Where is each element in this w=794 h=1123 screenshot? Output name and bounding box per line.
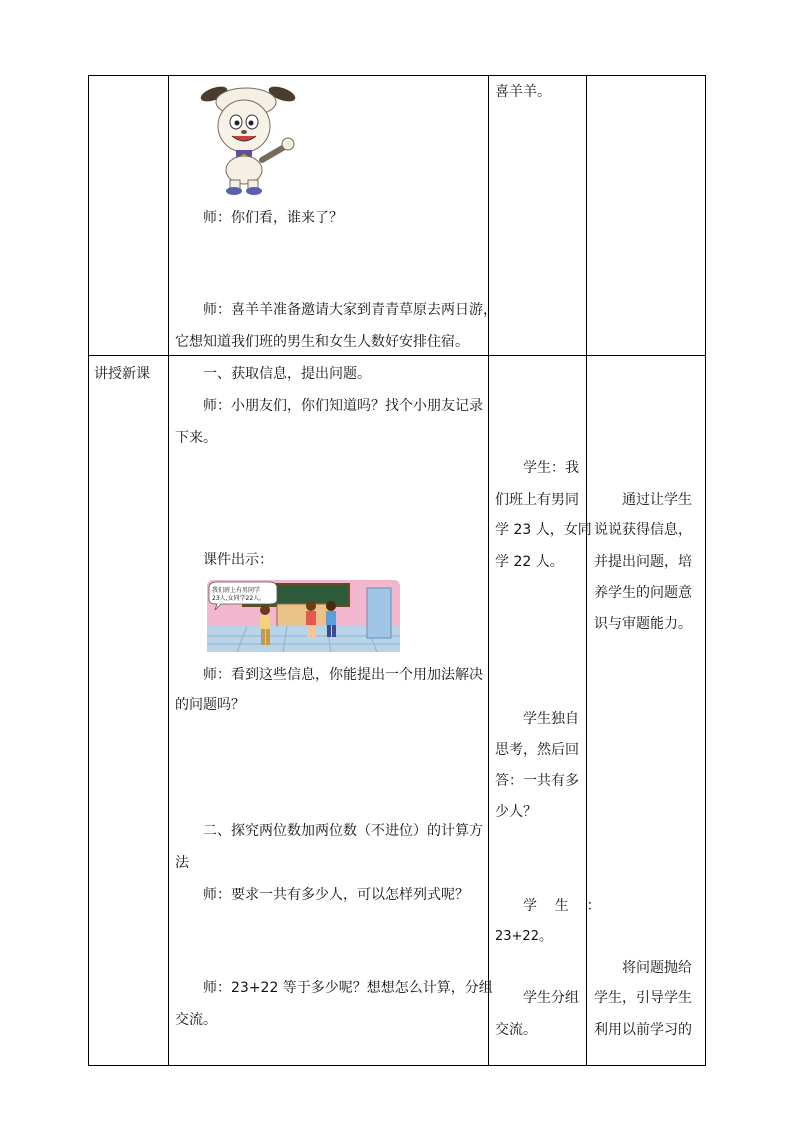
table-border-top <box>88 75 706 76</box>
section-2-title-line-2: 法 <box>175 855 189 871</box>
speech-bubble-line-1: 我们班上有男同学 <box>212 587 261 594</box>
student-answer-2-line-4: 少人？ <box>495 804 537 820</box>
classroom-illustration <box>207 580 400 652</box>
student-answer-3-line-2: 23+22。 <box>495 929 552 944</box>
section-1-question-line-2: 下来。 <box>175 430 217 446</box>
section-2-question-1: 师：要求一共有多少人，可以怎样列式呢？ <box>203 887 469 903</box>
courseware-label: 课件出示： <box>203 552 273 568</box>
student-response-top: 喜羊羊。 <box>495 84 551 100</box>
column-divider-1 <box>168 75 169 1066</box>
section-1-question-line-1: 师：小朋友们，你们知道吗？找个小朋友记录 <box>203 398 483 414</box>
student-answer-1-line-1: 学生：我 <box>523 460 579 476</box>
purpose-1-line-5: 识与审题能力。 <box>594 616 692 632</box>
student-answer-1-line-3: 学 23 人，女同 <box>495 522 592 538</box>
purpose-2-line-1: 将问题抛给 <box>622 960 692 976</box>
pleasant-goat-illustration <box>196 80 300 196</box>
section-2-title-line-1: 二、探究两位数加两位数（不进位）的计算方 <box>203 823 483 839</box>
student-answer-3-line-1: 学 生 ： <box>523 898 601 914</box>
section-2-question-3: 交流。 <box>175 1012 217 1028</box>
column-divider-3 <box>586 75 587 1066</box>
intro-question: 师：你们看，谁来了？ <box>203 210 343 226</box>
table-border-left <box>88 75 89 1066</box>
table-border-right <box>705 75 706 1066</box>
column-divider-2 <box>488 75 489 1066</box>
row-divider <box>88 355 706 356</box>
student-answer-1-line-2: 们班上有男同 <box>495 492 579 508</box>
student-answer-4-line-1: 学生分组 <box>523 990 579 1006</box>
student-answer-4-line-2: 交流。 <box>495 1022 537 1038</box>
purpose-2-line-2: 学生，引导学生 <box>594 990 692 1006</box>
purpose-1-line-1: 通过让学生 <box>622 492 692 508</box>
purpose-1-line-4: 养学生的问题意 <box>594 585 692 601</box>
section-1-question-line-4: 的问题吗？ <box>175 697 245 713</box>
section-2-question-2: 师：23+22 等于多少呢？想想怎么计算，分组 <box>203 980 493 996</box>
student-answer-2-line-2: 思考，然后回 <box>495 742 579 758</box>
intro-text-line-2: 它想知道我们班的男生和女生人数好安排住宿。 <box>175 334 469 350</box>
section-label: 讲授新课 <box>94 366 150 382</box>
table-border-bottom <box>88 1065 706 1066</box>
student-answer-1-line-4: 学 22 人。 <box>495 554 564 570</box>
speech-bubble-line-2: 23人,女同学22人。 <box>212 595 266 602</box>
section-1-title: 一、获取信息，提出问题。 <box>203 366 371 382</box>
purpose-1-line-3: 并提出问题，培 <box>594 554 692 570</box>
student-answer-2-line-1: 学生独自 <box>523 711 579 727</box>
purpose-1-line-2: 说说获得信息， <box>594 522 692 538</box>
section-1-question-line-3: 师：看到这些信息，你能提出一个用加法解决 <box>203 667 483 683</box>
purpose-2-line-3: 利用以前学习的 <box>594 1022 692 1038</box>
intro-text-line-1: 师：喜羊羊准备邀请大家到青青草原去两日游， <box>203 302 497 318</box>
student-answer-2-line-3: 答：一共有多 <box>495 773 579 789</box>
